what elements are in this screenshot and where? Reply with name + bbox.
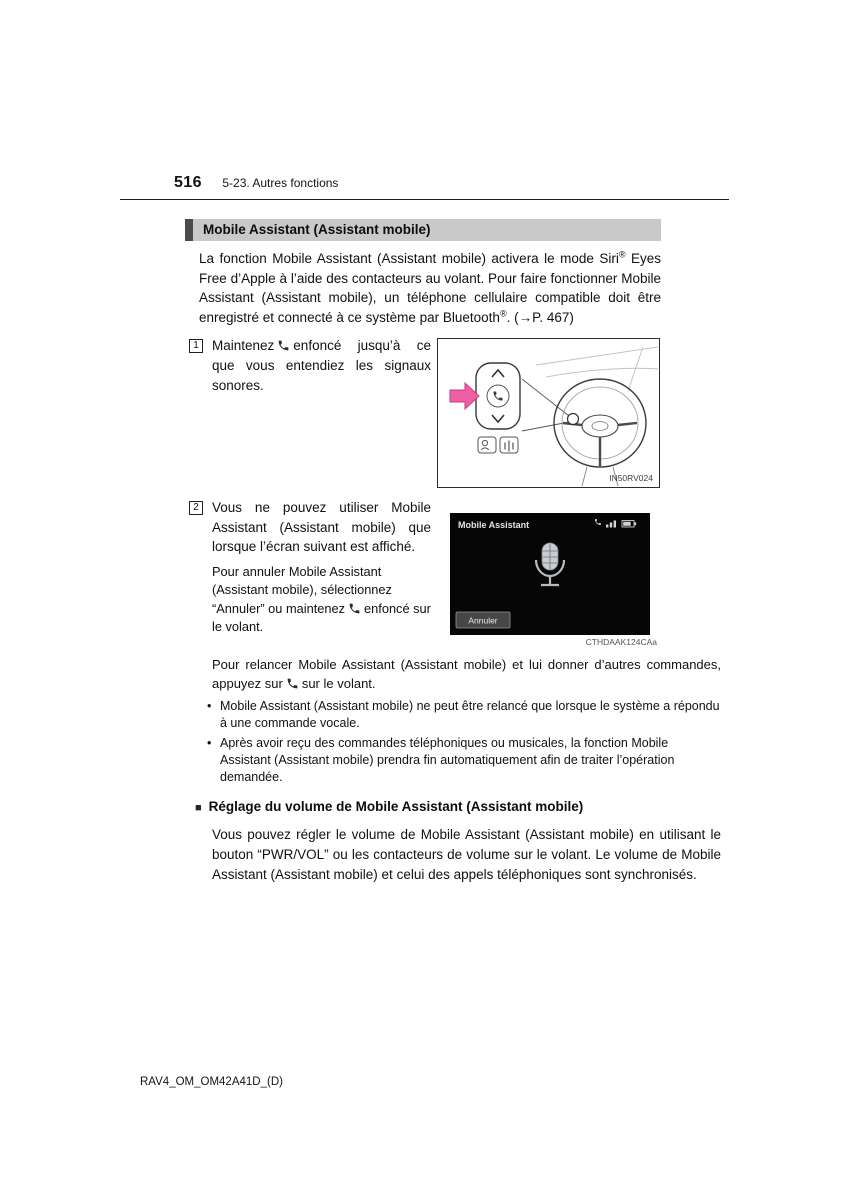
screen-title: Mobile Assistant bbox=[458, 520, 530, 531]
steering-wheel-graphic bbox=[554, 379, 646, 486]
mobile-assistant-screen-figure bbox=[437, 513, 667, 647]
steering-controls-graphic bbox=[438, 339, 659, 487]
phone-hook-icon bbox=[277, 339, 290, 352]
list-item bbox=[207, 698, 720, 732]
square-bullet-icon: ■ bbox=[195, 802, 202, 815]
registered-mark: ® bbox=[618, 249, 626, 260]
section-title-bar bbox=[185, 219, 661, 241]
figure-label: CTHDAAK124CAa bbox=[585, 637, 657, 648]
step-2-text bbox=[212, 498, 431, 557]
list-item bbox=[207, 735, 720, 785]
intro-paragraph bbox=[199, 249, 661, 327]
step-1-text bbox=[212, 336, 431, 396]
dashboard-lines bbox=[536, 347, 658, 391]
intro-text-2: Eyes Free d’Apple à l’aide des contacteurs au volant. Pour faire fonctionner Mobile Assistant (Assistant mobile), un téléphone cellulaire compatible doit être enregistré et connecté à ce système par Bluetooth bbox=[199, 251, 661, 325]
volume-paragraph: Vous pouvez régler le volume de Mobile Assistant (Assistant mobile) en utilisant le bouton “PWR/VOL” ou les contacteurs de volume sur le volant. Le volume de Mobile Assistant (Assistant mobile) et celui des appels téléphoniques sont synchronisés. bbox=[212, 827, 721, 882]
phone-hook-icon bbox=[286, 677, 299, 690]
step-2-note bbox=[212, 563, 431, 637]
step-2-note-before: Pour annuler Mobile Assistant (Assistant mobile), sélectionnez “Annuler” ou maintenez bbox=[212, 563, 392, 616]
mobile-assistant-screen-graphic bbox=[450, 513, 650, 635]
cancel-button bbox=[456, 612, 510, 628]
step-1-number-badge: 1 bbox=[189, 339, 203, 353]
page-header bbox=[120, 174, 729, 200]
phone-hook-icon bbox=[348, 602, 361, 615]
chapter-title: 5-23. Autres fonctions bbox=[222, 176, 339, 190]
intro-text-1: La fonction Mobile Assistant (Assistant mobile) activera le mode Siri bbox=[199, 251, 619, 266]
relaunch-text-after: sur le volant. bbox=[301, 676, 376, 692]
relaunch-paragraph bbox=[212, 655, 721, 693]
step-2-note-after: enfoncé sur le volant. bbox=[212, 600, 431, 635]
step-1-text-before: Maintenez bbox=[212, 338, 275, 354]
registered-mark: ® bbox=[499, 308, 507, 319]
step-1 bbox=[185, 336, 725, 489]
step-2-text-body: Vous ne pouvez utiliser Mobile Assistant (Assistant mobile) que lorsque l’écran suivant est affiché. bbox=[212, 500, 431, 555]
note-text: Après avoir reçu des commandes téléphoniques ou musicales, la fonction Mobile Assistant (Assistant mobile) prendra fin automatiquement afin de traiter l’opération demandée. bbox=[220, 735, 675, 784]
cancel-button-label: Annuler bbox=[468, 615, 498, 626]
page-number: 516 bbox=[174, 174, 202, 191]
bullet-marker: • bbox=[207, 735, 212, 750]
volume-heading-text: Réglage du volume de Mobile Assistant (Assistant mobile) bbox=[208, 799, 584, 815]
steering-controls-figure bbox=[437, 338, 660, 488]
step-2 bbox=[185, 498, 725, 650]
notes-list bbox=[207, 698, 720, 785]
figure-label: IN50RV024 bbox=[609, 473, 653, 484]
volume-subsection-heading bbox=[195, 799, 725, 814]
page-footer bbox=[140, 1076, 283, 1088]
step-2-number-badge: 2 bbox=[189, 501, 203, 515]
relaunch-text-before: Pour relancer Mobile Assistant (Assistant mobile) et lui donner d’autres commandes, appuyez sur bbox=[212, 657, 721, 692]
document-code: RAV4_OM_OM42A41D_(D) bbox=[140, 1076, 283, 1088]
section-title: Mobile Assistant (Assistant mobile) bbox=[203, 222, 431, 237]
pointer-arrow-icon bbox=[450, 383, 479, 409]
steering-switch-pad bbox=[476, 363, 520, 453]
step-1-text-after: enfoncé jusqu’à ce que vous entendiez les signaux sonores. bbox=[212, 338, 431, 394]
switch-location-marker bbox=[568, 414, 579, 425]
page-content bbox=[185, 219, 725, 884]
intro-text-3: . (→P. 467) bbox=[506, 309, 574, 325]
bullet-marker: • bbox=[207, 699, 212, 714]
screen-image bbox=[450, 513, 667, 635]
note-text: Mobile Assistant (Assistant mobile) ne peut être relancé que lorsque le système a répondu à une commande vocale. bbox=[220, 699, 720, 731]
